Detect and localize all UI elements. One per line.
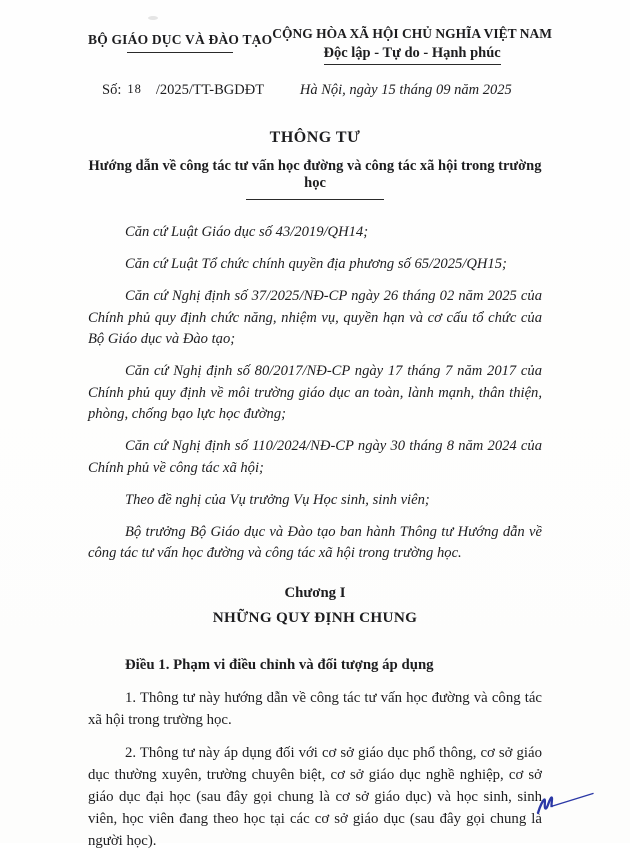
chapter-heading <box>88 585 542 627</box>
number-date-row <box>88 82 542 99</box>
org-underline <box>127 52 233 53</box>
citation-paragraph: Theo đề nghị của Vụ trưởng Vụ Học sinh, sinh viên; <box>125 491 430 508</box>
issuing-org-name: BỘ GIÁO DỤC VÀ ĐÀO TẠO <box>88 32 273 47</box>
document-subject: Hướng dẫn về công tác tư vấn học đường và công tác xã hội trong trường học <box>88 158 542 191</box>
document-number <box>88 82 270 99</box>
national-motto-block <box>272 26 552 65</box>
subject-underline <box>246 199 384 200</box>
article-1-heading: Điều 1. Phạm vi điều chỉnh và đối tượng áp dụng <box>125 656 434 673</box>
citation-paragraph: Căn cứ Nghị định số 110/2024/NĐ-CP ngày 30 tháng 8 năm 2024 của Chính phủ về công tác xã hội; <box>88 438 542 476</box>
chapter-number: Chương I <box>284 584 346 601</box>
chapter-title: NHỮNG QUY ĐỊNH CHUNG <box>212 608 418 626</box>
issuing-org-block <box>88 26 272 53</box>
citation-paragraph: Căn cứ Luật Giáo dục số 43/2019/QH14; <box>125 224 369 240</box>
clause-2: 2. Thông tư này áp dụng đối với cơ sở giáo dục phổ thông, cơ sở giáo dục thường xuyên, trường chuyên biệt, cơ sở giáo dục nghề nghiệp, cơ sở giáo dục đại học (sau đây gọi chung là cơ sở giáo dục) và học sinh, sinh viên, học viên đang theo học tại các cơ sở giáo dục (sau đây gọi chung là người học). <box>88 744 542 849</box>
document-type-title: THÔNG TƯ <box>269 129 361 146</box>
number-suffix: /2025/TT-BGDĐT <box>155 82 265 98</box>
citation-paragraph: Căn cứ Luật Tổ chức chính quyền địa phương số 65/2025/QH15; <box>125 256 507 272</box>
national-motto: Độc lập - Tự do - Hạnh phúc <box>324 45 501 65</box>
national-name: CỘNG HÒA XÃ HỘI CHỦ NGHĨA VIỆT NAM <box>272 26 552 41</box>
document-header <box>88 26 552 65</box>
number-value-filled: 18 <box>127 82 142 96</box>
handwritten-paraph-icon <box>534 790 596 816</box>
citation-paragraph: Căn cứ Nghị định số 80/2017/NĐ-CP ngày 17 tháng 7 năm 2017 của Chính phủ quy định về môi trường giáo dục an toàn, lành mạnh, thân thiện, phòng, chống bạo lực học đường; <box>88 363 542 422</box>
scan-smudge-artifact <box>148 16 158 20</box>
article-1-body <box>88 687 542 852</box>
preamble-section <box>88 222 542 565</box>
citation-paragraph: Bộ trưởng Bộ Giáo dục và Đào tạo ban hành Thông tư Hướng dẫn về công tác tư vấn học đường và công tác xã hội trong trường học. <box>88 523 542 561</box>
number-label: Số: <box>102 82 122 98</box>
clause-1: 1. Thông tư này hướng dẫn về công tác tư vấn học đường và công tác xã hội trong trường học. <box>88 689 542 728</box>
place-date: Hà Nội, ngày 15 tháng 09 năm 2025 <box>299 82 512 98</box>
citation-paragraph: Căn cứ Nghị định số 37/2025/NĐ-CP ngày 26 tháng 02 năm 2025 của Chính phủ quy định chức năng, nhiệm vụ, quyền hạn và cơ cấu tổ chức của Bộ Giáo dục và Đào tạo; <box>88 288 542 347</box>
